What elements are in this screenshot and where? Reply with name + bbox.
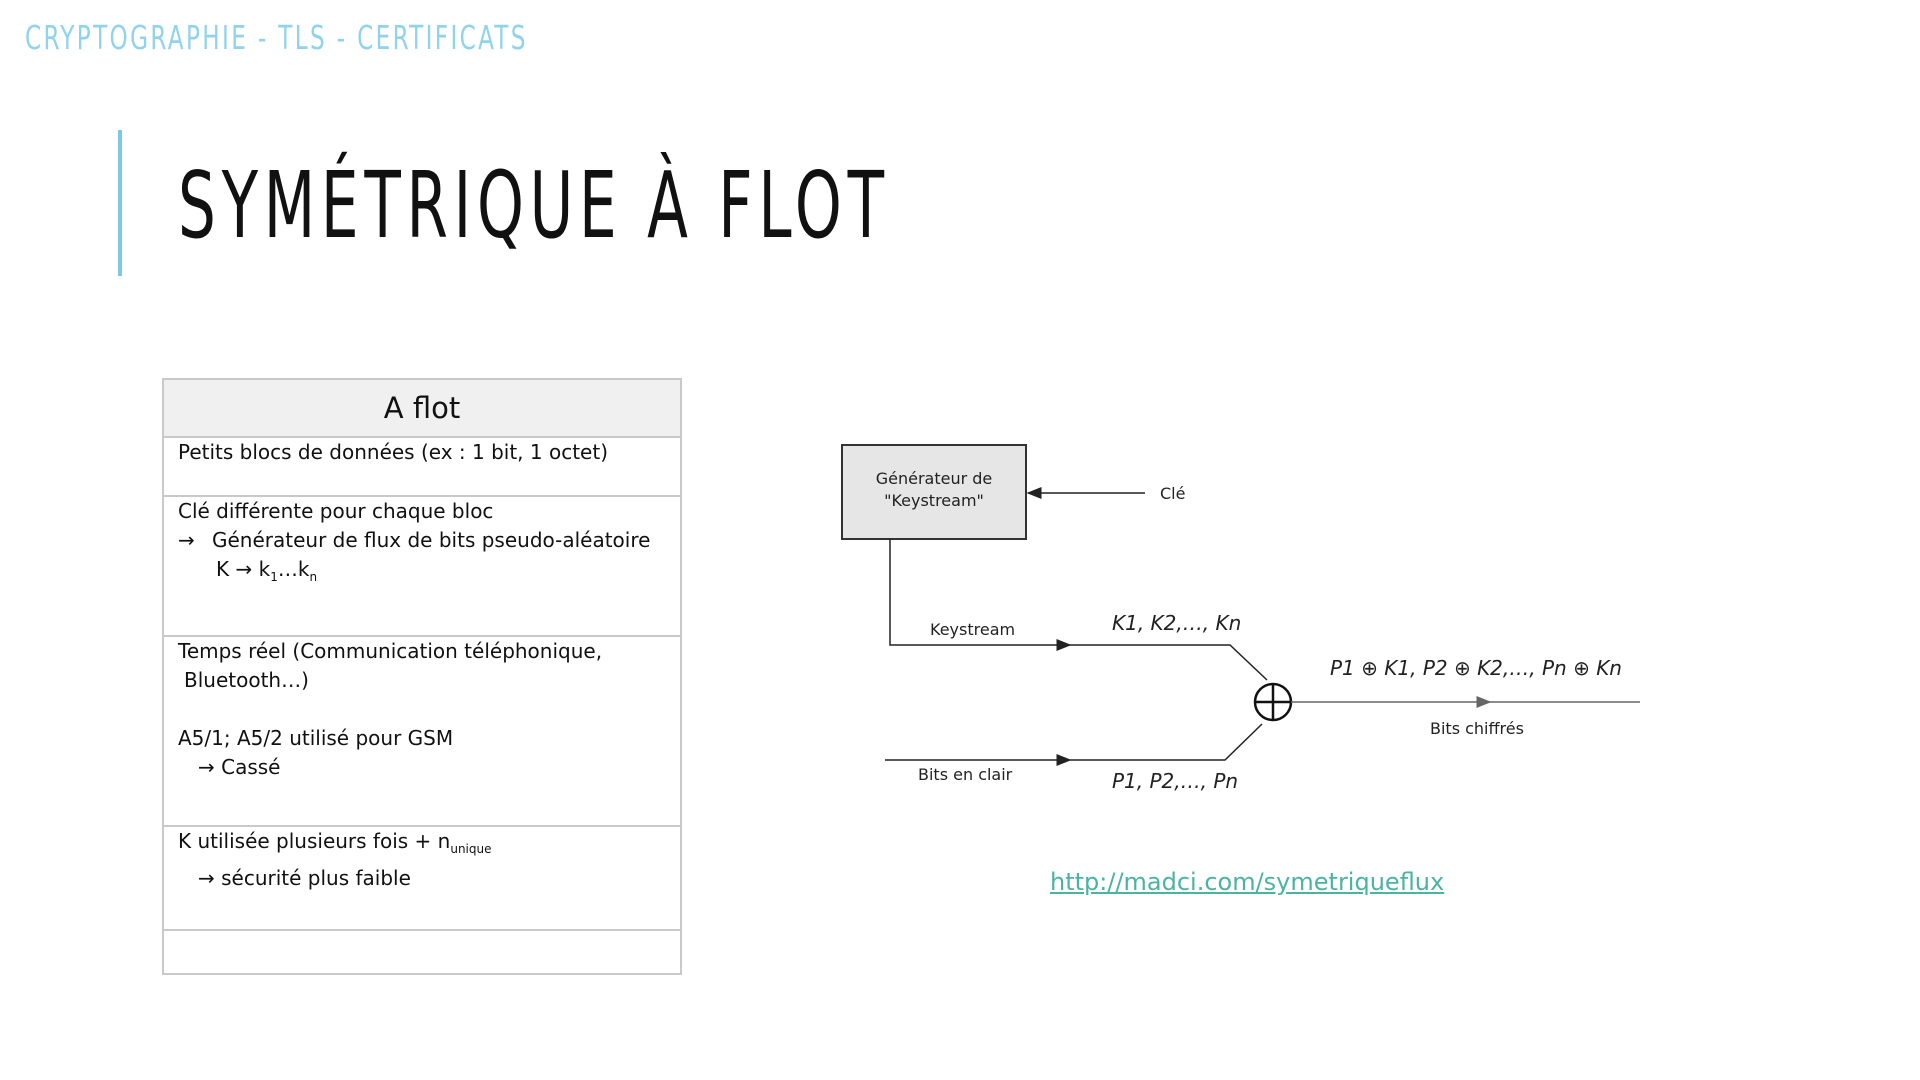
- keystream-label: Keystream: [930, 620, 1016, 639]
- generator-label-line2: "Keystream": [884, 491, 984, 510]
- table-row: [163, 496, 681, 636]
- ciphertext-label: Bits chiffrés: [1430, 719, 1524, 738]
- table-row: [163, 826, 681, 930]
- plaintext-join: [1070, 724, 1262, 760]
- keystream-join: [1070, 645, 1267, 680]
- table-row: [163, 636, 681, 826]
- arrow-right-icon: →: [235, 557, 253, 581]
- plaintext-sequence: P1, P2,…, Pn: [1112, 769, 1239, 793]
- table-cell-empty: [163, 930, 681, 974]
- key-label: Clé: [1160, 484, 1186, 503]
- output-sequence: P1 ⊕ K1, P2 ⊕ K2,…, Pn ⊕ Kn: [1330, 656, 1622, 680]
- key-derivation: $K \to k_1\dots k_n$: [216, 557, 318, 584]
- table-cell-usage: Temps réel (Communication téléphonique, Bluetooth…) A5/1; A5/2 utilisé pour GSM → Cassé: [163, 636, 681, 826]
- plaintext-label: Bits en clair: [918, 765, 1013, 784]
- generator-label-line1: Générateur de: [875, 469, 993, 488]
- keystream-sequence: K1, K2,…, Kn: [1112, 611, 1242, 635]
- arrow-right-icon: →: [178, 528, 195, 552]
- table-row: [163, 930, 681, 974]
- table-heading: A flot: [163, 379, 681, 437]
- page-title: SYMÉTRIQUE À FLOT: [178, 152, 890, 259]
- stream-cipher-diagram: [830, 430, 1670, 810]
- table-cell-block-size: Petits blocs de données (ex : 1 bit, 1 octet): [163, 437, 681, 496]
- comparison-table: [162, 378, 682, 975]
- arrow-right-icon: →: [198, 755, 215, 779]
- key-text: Clé différente pour chaque bloc: [178, 499, 494, 523]
- arrow-right-icon: →: [198, 866, 215, 890]
- generator-label: Générateur de flux de bits pseudo-aléatoire: [212, 528, 651, 552]
- breadcrumb: CRYPTOGRAPHIE - TLS - CERTIFICATS: [25, 18, 528, 57]
- table-row: [163, 437, 681, 496]
- table-cell-security: K utilisée plusieurs fois + $n_{unique}$ → sécurité plus faible: [163, 826, 681, 930]
- generator-text: [178, 526, 666, 555]
- reference-link[interactable]: http://madci.com/symetriqueflux: [1050, 868, 1445, 896]
- table-cell-key: [163, 496, 681, 636]
- title-accent-bar: [118, 130, 122, 276]
